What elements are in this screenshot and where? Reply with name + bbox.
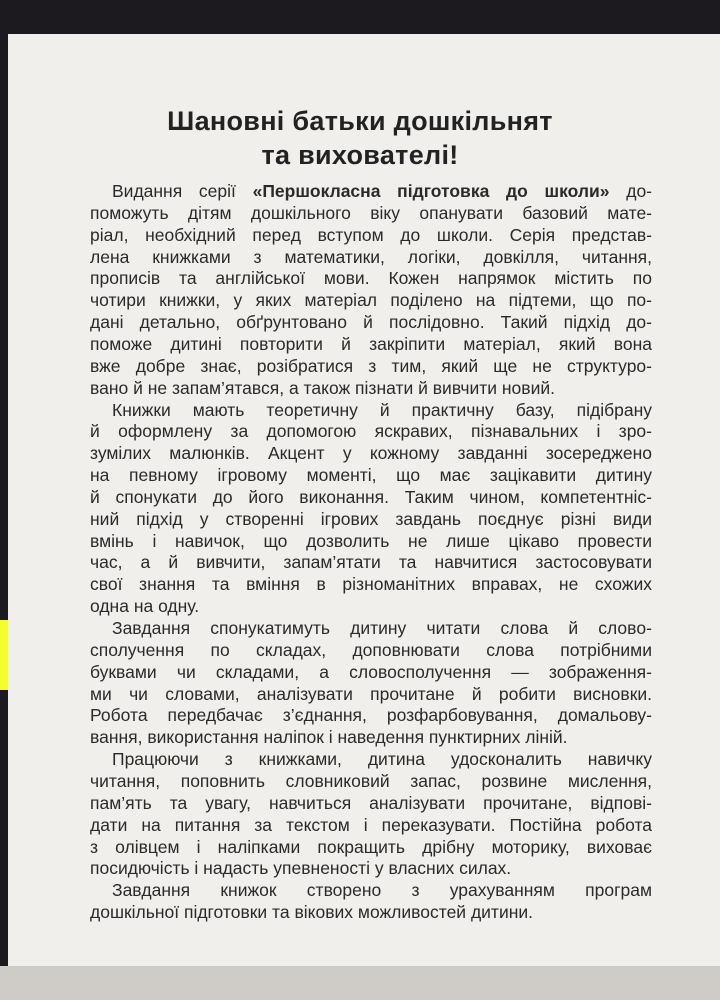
text-line: свої знання та вміння в різноманітних вправах, не схожих — [90, 574, 652, 595]
text-line: й оформлену за допомогою яскравих, пізнавальних і зро- — [90, 421, 652, 442]
text-line: вже добре знає, розібратися з тим, який ще не структуро- — [90, 355, 652, 376]
series-outro-text: до- — [609, 181, 653, 201]
text-line: лена книжками з математики, логіки, довкілля, читання, — [90, 246, 652, 267]
text-line: Працюючи з книжками, дитина удосконалить навичку — [112, 749, 652, 770]
text-line: ний підхід у створенні ігрових завдань поєднує різні види — [90, 508, 652, 529]
yellow-edge-mark — [0, 620, 8, 690]
text-line: посидючість і надасть упевненості у власних силах. — [90, 858, 512, 879]
text-line: прописів та англійської мови. Кожен напрямок містить по — [90, 268, 652, 289]
text-line: поможе дитині повторити й закріпити матеріал, який вона — [90, 333, 652, 354]
text-line: пам’ять та увагу, навчиться аналізувати прочитане, відпові- — [90, 792, 652, 813]
text-line: вання, використання наліпок і наведення пунктирних ліній. — [90, 727, 568, 748]
text-line: вмінь і навичок, що дозволить не лише цікаво провести — [90, 530, 652, 551]
text-line: Завдання спонукатимуть дитину читати слова й словo- — [112, 618, 652, 638]
text-line: дані детально, обґрунтовано й послідовно. Такий підхід до- — [90, 312, 652, 333]
text-line: дошкільної підготовки та вікових можливостей дитини. — [90, 902, 534, 923]
text-line: буквами чи складами, а словосполучення — зображення- — [90, 661, 652, 682]
text-line: ми чи словами, аналізувати прочитане й робити висновки. — [90, 683, 652, 704]
page-title-line-2: та вихователі! — [261, 140, 459, 170]
text-line: одна на одну. — [90, 596, 200, 617]
text-line: час, а й вивчити, запам’ятати та навчитися застосовувати — [90, 552, 652, 573]
text-line: сполучення по складах, доповнювати слова потрібними — [90, 639, 652, 660]
series-intro-text: Видання серії — [112, 181, 253, 201]
text-line: з олівцем і наліпками покращить дрібну моторику, виховає — [90, 836, 652, 857]
text-line: вано й не запам’ятався, а також пізнати й вивчити новий. — [90, 377, 555, 398]
text-line: дати на питання за текстом і переказувати. Постійна робота — [90, 814, 652, 835]
page-title-line-1: Шановні батьки дошкільнят — [167, 106, 553, 136]
text-line — [112, 181, 652, 202]
text-line: читання, поповнить словниковий запас, розвине мислення, — [90, 770, 652, 791]
series-name: «Першокласна підготовка до школи» — [252, 181, 610, 201]
text-line: чотири книжки, у яких матеріал поділено на підтеми, що по- — [90, 290, 652, 311]
text-line: й спонукати до його виконання. Таким чином, компетентніс- — [90, 486, 652, 507]
text-line: Робота передбачає з’єднання, розфарбовування, домальову- — [90, 705, 652, 726]
surface-below-page — [0, 966, 720, 1000]
text-line: на певному ігровому моменті, що має зацікавити дитину — [90, 465, 652, 486]
text-line: поможуть дітям дошкільного віку опанувати базовий мате- — [90, 202, 652, 223]
text-line: Книжки мають теоретичну й практичну базу, підібрану — [112, 399, 652, 420]
text-line: зумілих малюнків. Акцент у кожному завданні зосереджено — [90, 443, 652, 464]
text-line: Завдання книжок створено з урахуванням програм — [112, 880, 652, 901]
text-line: ріал, необхідний перед вступом до школи. Серія представ- — [90, 224, 652, 245]
